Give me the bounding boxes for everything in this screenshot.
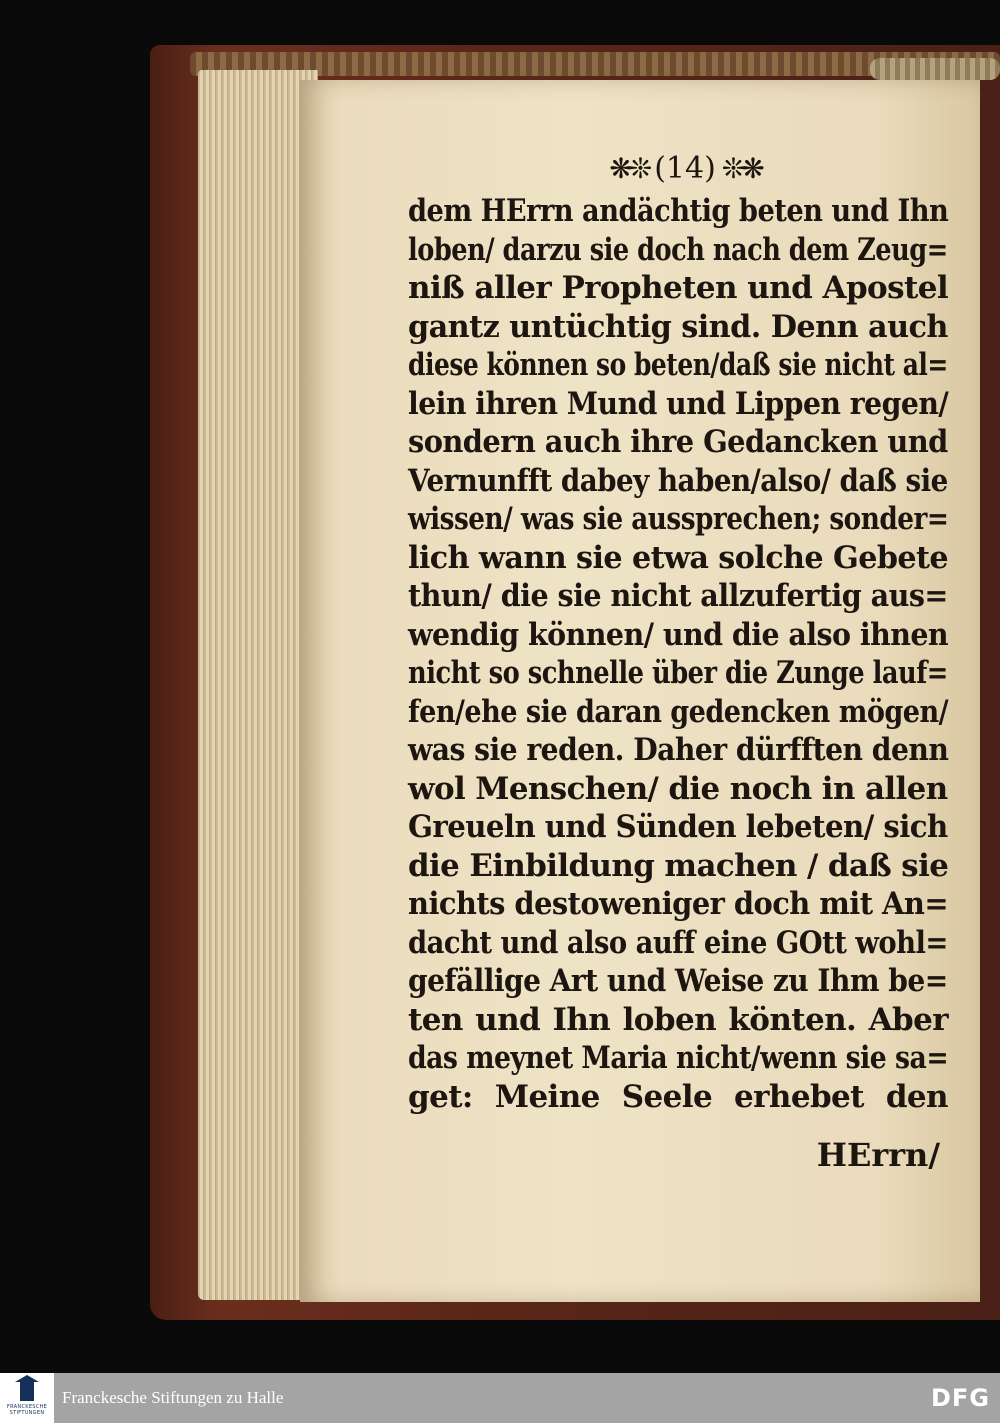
text-line: get: Meine Seele erhebet den (408, 1078, 948, 1115)
text-line: loben/ darzu sie doch nach dem Zeug= (408, 231, 948, 268)
page-text (408, 192, 948, 1116)
viewer-footer (0, 1373, 1000, 1423)
text-line: ten und Ihn loben könten. Aber (408, 1001, 948, 1038)
page-header (580, 146, 790, 190)
text-line: gefällige Art und Weise zu Ihm be= (408, 963, 948, 999)
text-line: was sie reden. Daher dürfften denn (408, 732, 949, 768)
text-line: wissen/ was sie aussprechen; sonder= (408, 501, 949, 537)
text-line: wendig können/ und die also ihnen (408, 616, 949, 653)
catchword: HErrn/ (816, 1136, 940, 1174)
institution-logo[interactable] (0, 1373, 54, 1423)
text-line: die Einbildung machen / daß sie (408, 847, 949, 884)
page-number: (14) (654, 150, 716, 186)
text-line: dem HErrn andächtig beten und Ihn (408, 193, 949, 229)
text-line: diese können so beten/daß sie nicht al= (408, 347, 948, 383)
book-cord (870, 58, 1000, 80)
ornament-right-icon: ❊❋ (721, 151, 761, 185)
text-line: nicht so schnelle über die Zunge lauf= (408, 655, 948, 691)
text-line: niß aller Propheten und Apostel (408, 270, 948, 306)
text-line: lein ihren Mund und Lippen regen/ (408, 385, 949, 422)
logo-text-line-2: STIFTUNGEN (9, 1409, 45, 1416)
text-line: nichts destoweniger doch mit An= (408, 886, 949, 922)
text-line: fen/ehe sie daran gedencken mögen/ (408, 693, 949, 730)
text-line: das meynet Maria nicht/wenn sie sa= (408, 1040, 949, 1076)
text-line: Vernunfft dabey haben/also/ daß sie (408, 462, 948, 499)
text-line: sondern auch ihre Gedancken und (408, 424, 948, 460)
logo-text (7, 1404, 47, 1416)
text-line: lich wann sie etwa solche Gebete (408, 539, 949, 576)
text-line: thun/ die sie nicht allzufertig aus= (408, 578, 948, 614)
institution-name[interactable]: Franckesche Stiftungen zu Halle (62, 1388, 284, 1407)
logo-text-line-1: FRANCKESCHE (6, 1403, 48, 1410)
text-line: wol Menschen/ die noch in allen (408, 770, 948, 807)
text-line: gantz untüchtig sind. Denn auch (408, 308, 948, 345)
ornament-left-icon: ❋❊ (609, 151, 649, 185)
text-line: dacht und also auff eine GOtt wohl= (408, 924, 948, 961)
text-line: Greueln und Sünden lebeten/ sich (408, 809, 948, 845)
building-icon (20, 1381, 34, 1401)
dfg-logo[interactable]: DFG (930, 1384, 990, 1412)
